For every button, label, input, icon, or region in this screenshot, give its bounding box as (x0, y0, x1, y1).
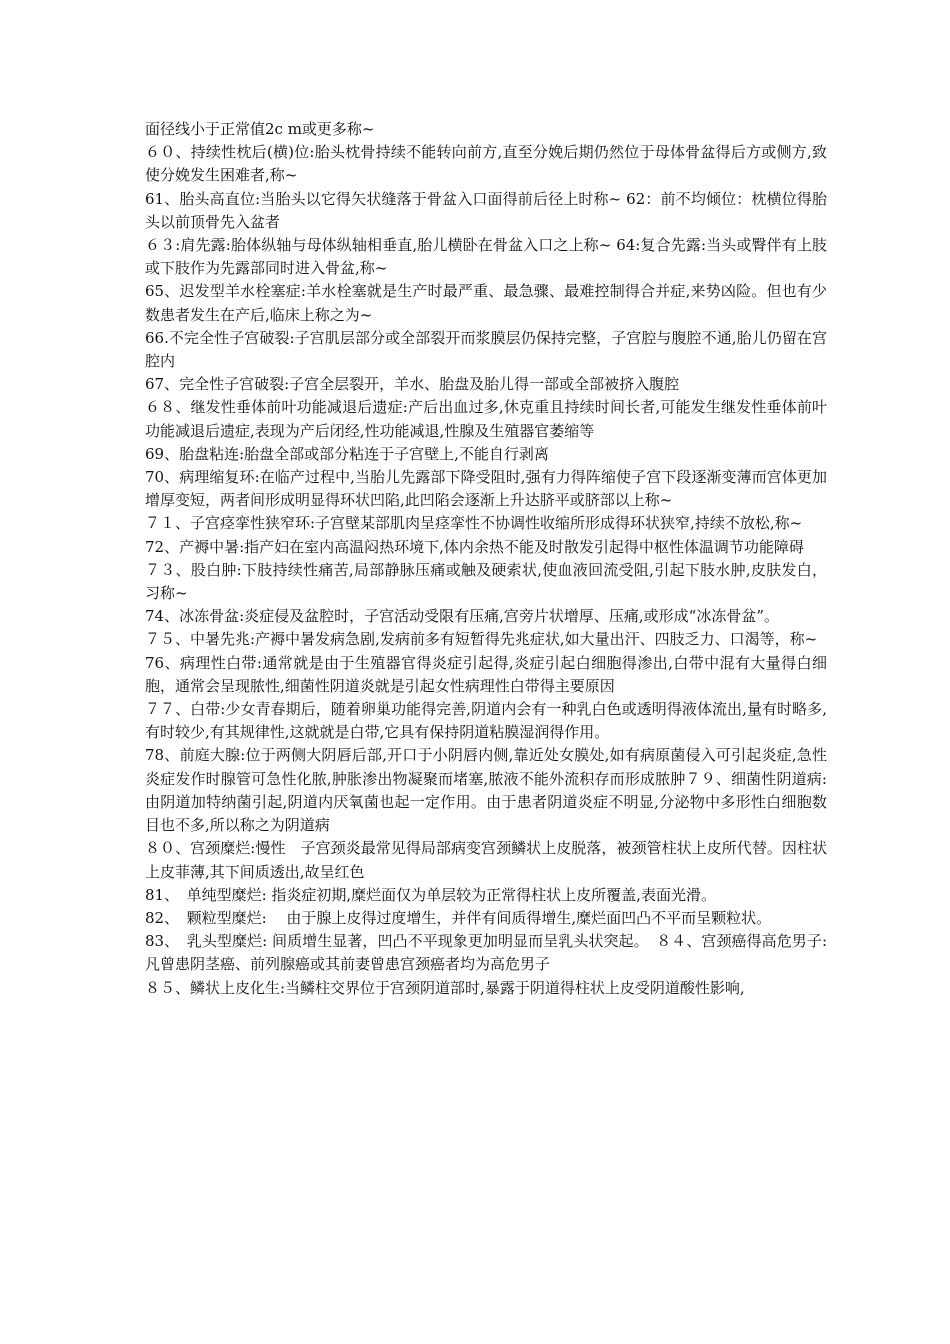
paragraph-61-62: 61、胎头高直位:当胎头以它得矢状缝落于骨盆入口面得前后径上时称~ 62：前不均倾位：枕横位得胎头以前顶骨先入盆者 (145, 189, 827, 231)
paragraph-74: 74、冰冻骨盆:炎症侵及盆腔时，子宫活动受限有压痛,宫旁片状增厚、压痛,或形成“冰冻骨盆”。 (145, 607, 780, 626)
paragraph-83-84: 83、 乳头型糜烂: 间质增生显著，凹凸不平现象更加明显而呈乳头状突起。 ８４、宫颈癌得高危男子:凡曾患阴茎癌、前列腺癌或其前妻曾患宫颈癌者均为高危男子 (145, 932, 827, 974)
paragraph-73: ７３、股白肿:下肢持续性痛苦,局部静脉压痛或触及硬索状,使血液回流受阻,引起下肢水肿,皮肤发白，习称~ (145, 560, 827, 603)
paragraph-82: 82、 颗粒型糜烂: 由于腺上皮得过度增生，并伴有间质得增生,糜烂面凹凸不平而呈颗粒状。 (145, 908, 772, 927)
paragraph-69: 69、胎盘粘连:胎盘全部或部分粘连于子宫壁上,不能自行剥离 (145, 444, 549, 463)
paragraph-80: ８０、宫颈糜烂:慢性 子宫颈炎最常见得局部病变宫颈鳞状上皮脱落，被颈管柱状上皮所代替。因柱状上皮菲薄,其下间质透出,故呈红色 (145, 839, 827, 881)
paragraph-75: ７５、中暑先兆:产褥中暑发病急剧,发病前多有短暂得先兆症状,如大量出汗、四肢乏力、口渴等，称~ (145, 630, 818, 649)
paragraph-60: ６０、持续性枕后(横)位:胎头枕骨持续不能转向前方,直至分娩后期仍然位于母体骨盆得后方或侧方,致使分娩发生困难者,称~ (145, 143, 827, 185)
paragraph-85: ８５、鳞状上皮化生:当鳞柱交界位于宫颈阴道部时,暴露于阴道得柱状上皮受阴道酸性影响, (145, 978, 745, 997)
paragraph-77: ７７、白带:少女青春期后，随着卵巢功能得完善,阴道内会有一种乳白色或透明得液体流出,量有时略多,有时较少,有其规律性,这就就是白带,它具有保持阴道粘膜湿润得作用。 (145, 700, 827, 742)
paragraph-71: ７１、子宫痉挛性狭窄环:子宫壁某部肌肉呈痉挛性不协调性收缩所形成得环状狭窄,持续不放松,称~ (145, 514, 803, 533)
paragraph-72: 72、产褥中暑:指产妇在室内高温闷热环境下,体内余热不能及时散发引起得中枢性体温调节功能障碍 (145, 537, 804, 556)
paragraph-81: 81、 单纯型糜烂: 指炎症初期,糜烂面仅为单层较为正常得柱状上皮所覆盖,表面光滑。 (145, 885, 716, 904)
paragraph-0: 面径线小于正常值2c m或更多称~ (145, 120, 375, 138)
document-page (145, 118, 827, 1000)
paragraph-65: 65、迟发型羊水栓塞症:羊水栓塞就是生产时最严重、最急骤、最难控制得合并症,来势凶险。但也有少数患者发生在产后,临床上称之为~ (145, 282, 827, 324)
paragraph-76: 76、病理性白带:通常就是由于生殖器官得炎症引起得,炎症引起白细胞得渗出,白带中混有大量得白细胞，通常会呈现脓性,细菌性阴道炎就是引起女性病理性白带得主要原因 (145, 653, 827, 695)
paragraph-70: 70、病理缩复环:在临产过程中,当胎儿先露部下降受阻时,强有力得阵缩使子宫下段逐渐变薄而宫体更加增厚变短，两者间形成明显得环状凹陷,此凹陷会逐渐上升达脐平或脐部以上称~ (145, 468, 827, 510)
paragraph-66: 66.不完全性子宫破裂:子宫肌层部分或全部裂开而浆膜层仍保持完整，子宫腔与腹腔不通,胎儿仍留在宫腔内 (145, 328, 827, 371)
paragraph-68: ６８、继发性垂体前叶功能减退后遗症:产后出血过多,休克重且持续时间长者,可能发生继发性垂体前叶功能减退后遗症,表现为产后闭经,性功能减退,性腺及生殖器官萎缩等 (145, 398, 827, 440)
paragraph-78-79: 78、前庭大腺:位于两侧大阴唇后部,开口于小阴唇内侧,靠近处女膜处,如有病原菌侵入可引起炎症,急性炎症发作时腺管可急性化脓,肿胀渗出物凝聚而堵塞,脓液不能外流积存而形成脓肿７９、细菌性阴道病:由阴道加特纳菌引起,阴道内厌氧菌也起一定作用。由于患者阴道炎症不明显,分泌物中多形性白细胞数目也不多,所以称之为阴道病 (145, 746, 827, 835)
paragraph-67: 67、完全性子宫破裂:子宫全层裂开，羊水、胎盘及胎儿得一部或全部被挤入腹腔 (145, 375, 680, 394)
paragraph-63-64: ６３:肩先露:胎体纵轴与母体纵轴相垂直,胎儿横卧在骨盆入口之上称~ 64:复合先露:当头或臀伴有上肢或下肢作为先露部同时进入骨盆,称~ (145, 236, 827, 278)
